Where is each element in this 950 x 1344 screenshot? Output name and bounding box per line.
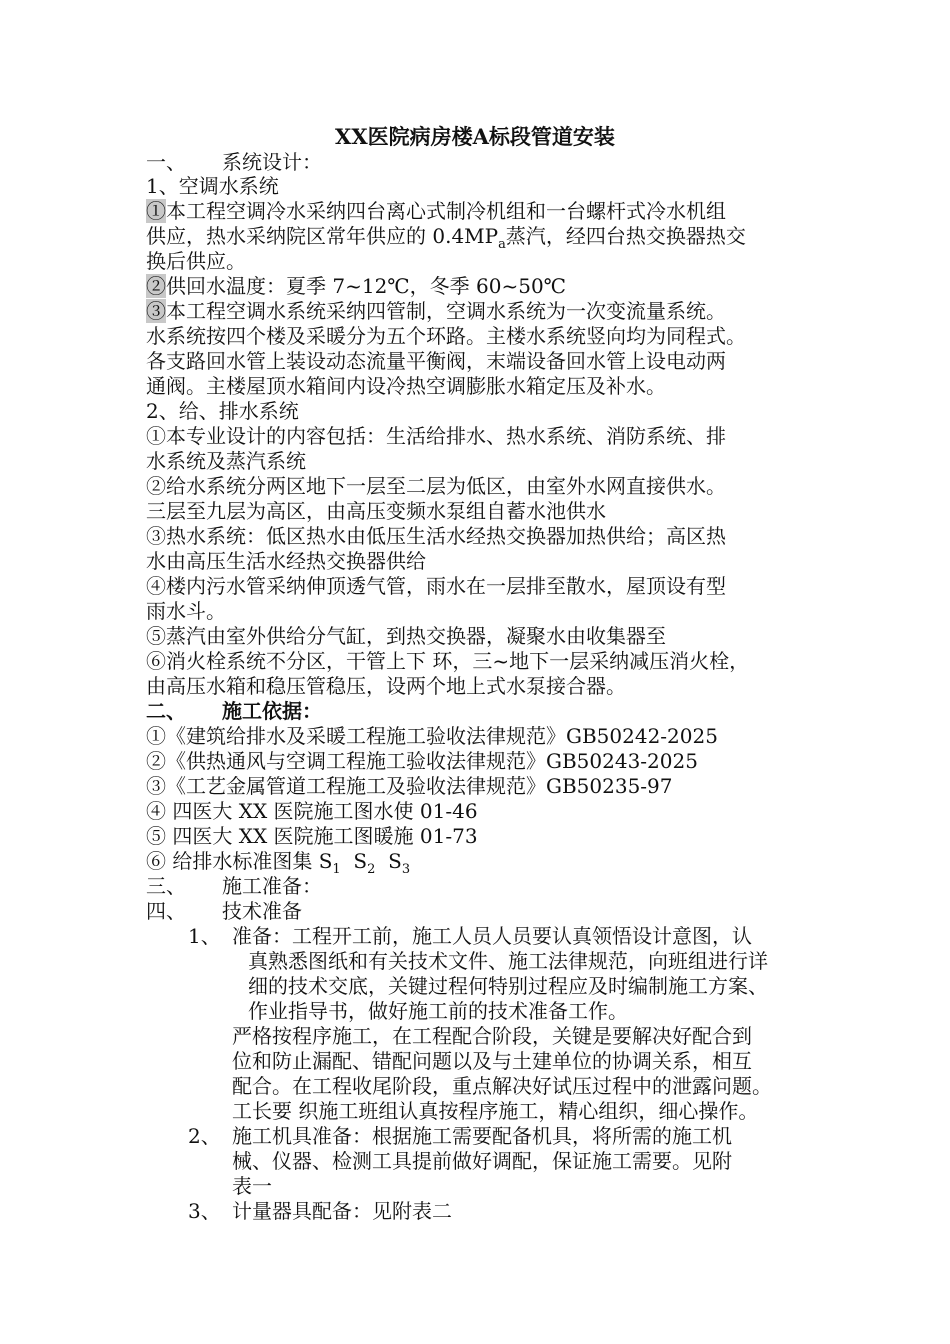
list-number: 3、	[188, 1199, 221, 1223]
paragraph-line: 水系统及蒸汽系统	[146, 449, 306, 473]
reference-item: ①《建筑给排水及采暖工程施工验收法律规范》GB50242-2025	[146, 724, 718, 748]
section-number: 四、	[146, 899, 186, 923]
list-marker-highlighted: ③	[146, 299, 166, 323]
section-label: 系统设计：	[222, 150, 322, 174]
paragraph-line: ⑥消火栓系统不分区，干管上下 环，三~地下一层采纳减压消火栓，	[146, 649, 750, 673]
section-number: 三、	[146, 874, 186, 898]
list-marker-highlighted: ①	[146, 199, 166, 223]
section-label: 施工准备：	[222, 874, 322, 898]
paragraph-line: 细的技术交底，关键过程何特别过程应及时编制施工方案、	[248, 974, 768, 998]
line-text: 本工程空调水系统采纳四管制，空调水系统为一次变流量系统。	[166, 299, 726, 323]
paragraph-line: 施工机具准备：根据施工需要配备机具，将所需的施工机	[232, 1124, 732, 1148]
subsection-heading: 2、给、排水系统	[146, 399, 299, 423]
line-text: 供应，热水采纳院区常年供应的 0.4MP	[146, 224, 499, 248]
paragraph-line: ⑤蒸汽由室外供给分气缸，到热交换器，凝聚水由收集器至	[146, 624, 666, 648]
paragraph-line: 真熟悉图纸和有关技术文件、施工法律规范，向班组进行详	[248, 949, 768, 973]
paragraph-line: 位和防止漏配、错配问题以及与土建单位的协调关系，相互	[232, 1049, 752, 1073]
subscript: a	[498, 237, 506, 252]
line-text: 蒸汽，经四台热交换器热交	[505, 224, 746, 248]
paragraph-line: 通阀。主楼屋顶水箱间内设冷热空调膨胀水箱定压及补水。	[146, 374, 666, 398]
paragraph-line: 水由高压生活水经热交换器供给	[146, 549, 426, 573]
paragraph-line: 换后供应。	[146, 249, 246, 273]
subsection-heading: 1、空调水系统	[146, 174, 279, 198]
document-title: XX医院病房楼A标段管道安装	[335, 124, 615, 149]
paragraph-line: 雨水斗。	[146, 599, 226, 623]
paragraph-line	[146, 199, 726, 223]
paragraph-line: 各支路回水管上装设动态流量平衡阀，末端设备回水管上设电动两	[146, 349, 726, 373]
list-number: 1、	[188, 924, 221, 948]
paragraph-line: 械、仪器、检测工具提前做好调配，保证施工需要。见附	[232, 1149, 732, 1173]
reference-item: ③《工艺金属管道工程施工及验收法律规范》GB50235-97	[146, 774, 673, 798]
reference-item: ⑤ 四医大 XX 医院施工图暖施 01-73	[146, 824, 478, 848]
paragraph-line	[146, 274, 566, 298]
paragraph-line: 严格按程序施工，在工程配合阶段，关键是要解决好配合到	[232, 1024, 752, 1048]
reference-item: ④ 四医大 XX 医院施工图水使 01-46	[146, 799, 478, 823]
section-number: 二、	[146, 699, 186, 723]
paragraph-line	[146, 299, 726, 323]
section-heading-2	[146, 699, 322, 723]
list-marker-highlighted: ②	[146, 274, 166, 298]
subscript: 3	[401, 862, 411, 877]
line-text: S	[340, 849, 368, 873]
section-number: 一、	[146, 150, 186, 174]
list-number: 2、	[188, 1124, 221, 1148]
section-heading-3	[146, 874, 322, 898]
line-text: 本工程空调冷水采纳四台离心式制冷机组和一台螺杆式冷水机组	[166, 199, 726, 223]
paragraph-line: 工长要 织施工班组认真按程序施工，精心组织，细心操作。	[232, 1099, 759, 1123]
section-label: 技术准备	[222, 899, 302, 923]
line-text: ⑥ 给排水标准图集 S	[146, 849, 333, 873]
paragraph-line: ②给水系统分两区地下一层至二层为低区，由室外水网直接供水。	[146, 474, 726, 498]
line-text: S	[375, 849, 402, 873]
subscript: 1	[332, 862, 341, 877]
section-heading-1	[146, 150, 322, 174]
paragraph-line: ④楼内污水管采纳伸顶透气管，雨水在一层排至散水，屋顶设有型	[146, 574, 726, 598]
line-text: 供回水温度：夏季 7~12℃，冬季 60~50℃	[166, 274, 567, 298]
subscript: 2	[367, 862, 376, 877]
paragraph-line: 计量器具配备：见附表二	[232, 1199, 452, 1223]
section-heading-4	[146, 899, 302, 923]
paragraph-line: 水系统按四个楼及采暖分为五个环路。主楼水系统竖向均为同程式。	[146, 324, 746, 348]
paragraph-line: 作业指导书，做好施工前的技术准备工作。	[248, 999, 628, 1023]
paragraph-line: 配合。在工程收尾阶段，重点解决好试压过程中的泄露问题。	[232, 1074, 772, 1098]
paragraph-line: ①本专业设计的内容包括：生活给排水、热水系统、消防系统、排	[146, 424, 726, 448]
section-label: 施工依据：	[222, 699, 322, 723]
paragraph-line: 准备：工程开工前，施工人员人员要认真领悟设计意图，认	[232, 924, 752, 948]
reference-item: ②《供热通风与空调工程施工验收法律规范》GB50243-2025	[146, 749, 698, 773]
paragraph-line: 由高压水箱和稳压管稳压，设两个地上式水泵接合器。	[146, 674, 626, 698]
paragraph-line: ③热水系统：低区热水由低压生活水经热交换器加热供给；高区热	[146, 524, 726, 548]
paragraph-line: 三层至九层为高区，由高压变频水泵组自蓄水池供水	[146, 499, 606, 523]
paragraph-line: 表一	[232, 1174, 272, 1198]
